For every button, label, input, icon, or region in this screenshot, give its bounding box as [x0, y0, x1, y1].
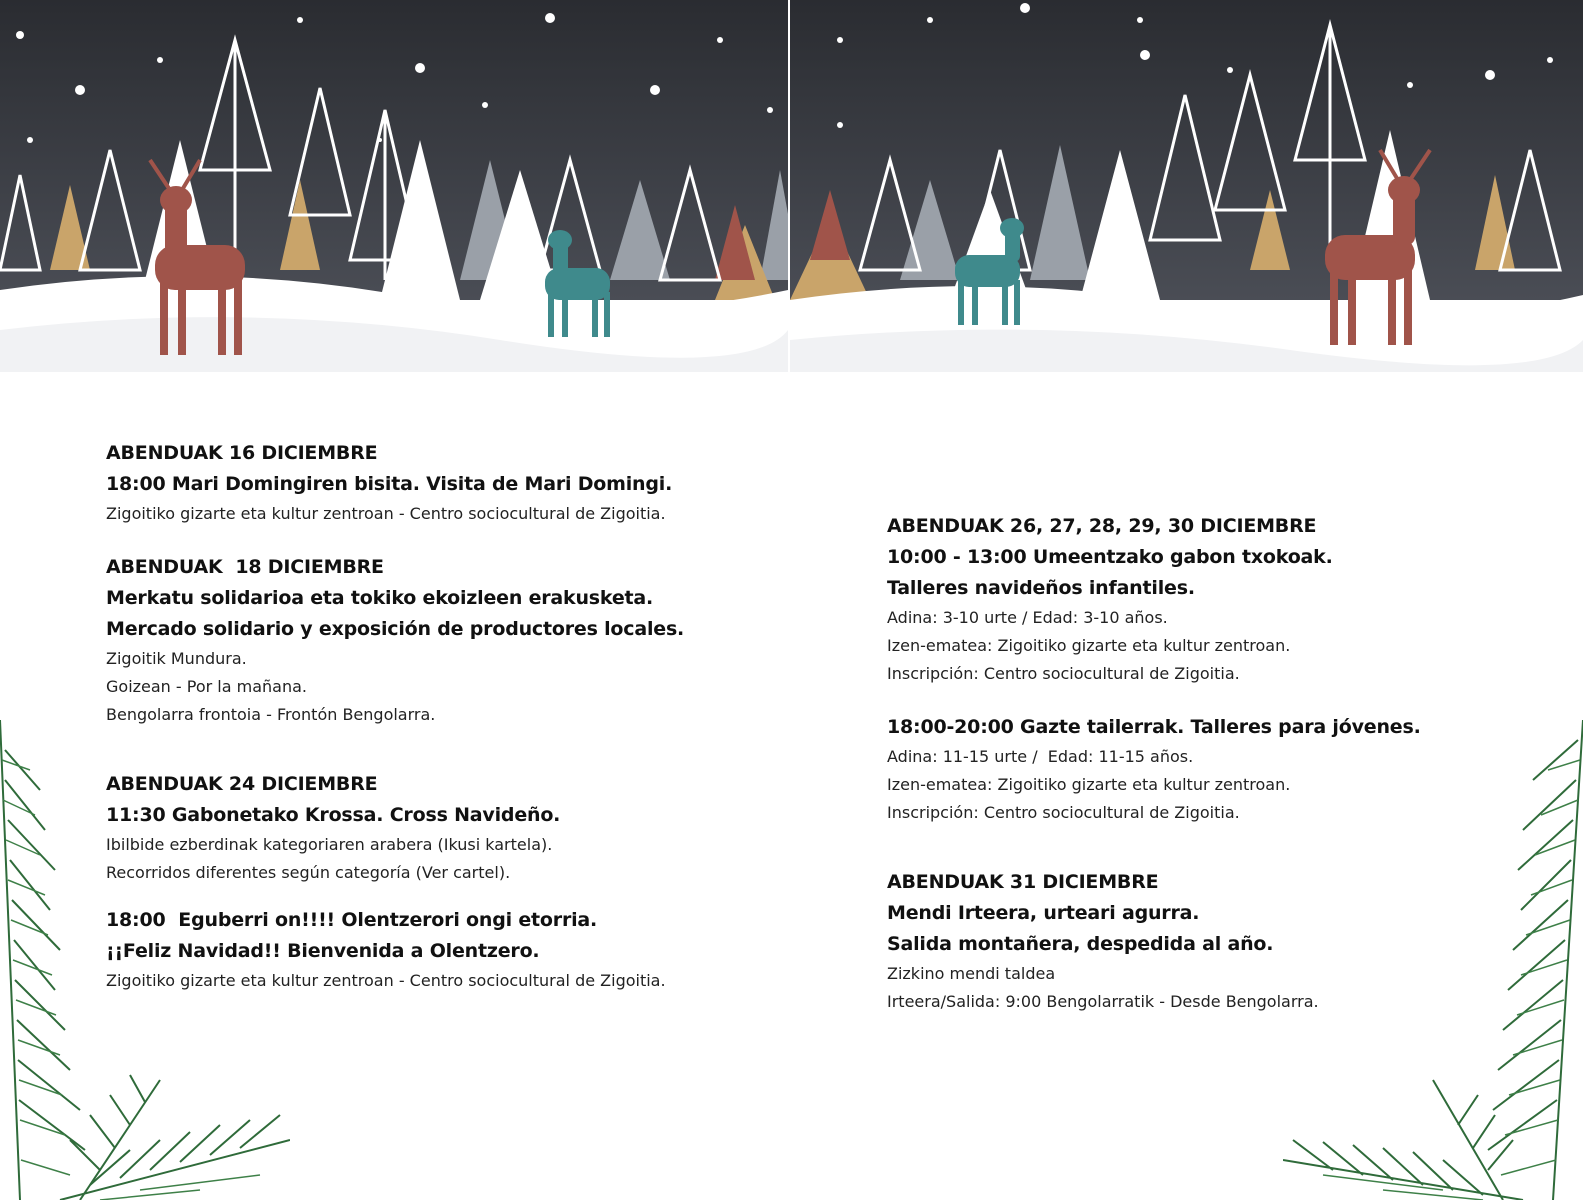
schedule-right-column	[887, 511, 1537, 1016]
event-detail: Adina: 3-10 urte / Edad: 3-10 años.	[887, 608, 1168, 627]
event-detail: Irteera/Salida: 9:00 Bengolarratik - Desde Bengolarra.	[887, 992, 1319, 1011]
event-detail: Inscripción: Centro sociocultural de Zigoitia.	[887, 664, 1240, 683]
winter-forest-banner-right	[790, 0, 1583, 372]
event-title: Salida montañera, despedida al año.	[887, 933, 1274, 955]
event-date: ABENDUAK 24 DICIEMBRE	[106, 773, 378, 795]
event-dec-26-30-kids	[887, 511, 1537, 688]
event-detail: Bengolarra frontoia - Frontón Bengolarra.	[106, 705, 436, 724]
event-title: 18:00 Mari Domingiren bisita. Visita de Mari Domingi.	[106, 473, 673, 495]
event-dec-31	[887, 867, 1537, 1016]
event-detail: Zigoitiko gizarte eta kultur zentroan - Centro sociocultural de Zigoitia.	[106, 971, 666, 990]
event-detail: Izen-ematea: Zigoitiko gizarte eta kultur zentroan.	[887, 775, 1291, 794]
event-title: 11:30 Gabonetako Krossa. Cross Navideño.	[106, 804, 561, 826]
event-dec-24-cross	[106, 769, 746, 887]
event-dec-24-olentzero	[106, 905, 746, 995]
schedule-left-column	[106, 438, 746, 995]
event-detail: Ibilbide ezberdinak kategoriaren arabera (Ikusi kartela).	[106, 835, 553, 854]
event-title: Mendi Irteera, urteari agurra.	[887, 902, 1200, 924]
event-detail: Adina: 11-15 urte / Edad: 11-15 años.	[887, 747, 1194, 766]
event-dec-26-30-youth	[887, 712, 1537, 827]
event-title: 18:00 Eguberri on!!!! Olentzerori ongi etorria.	[106, 909, 598, 931]
event-detail: Inscripción: Centro sociocultural de Zigoitia.	[887, 803, 1240, 822]
event-dec-16	[106, 438, 746, 528]
event-detail: Zigoitiko gizarte eta kultur zentroan - Centro sociocultural de Zigoitia.	[106, 504, 666, 523]
event-detail: Zizkino mendi taldea	[887, 964, 1056, 983]
event-date: ABENDUAK 26, 27, 28, 29, 30 DICIEMBRE	[887, 515, 1317, 537]
winter-forest-banner-left	[0, 0, 788, 372]
event-detail: Recorridos diferentes según categoría (Ver cartel).	[106, 863, 511, 882]
event-title: Merkatu solidarioa eta tokiko ekoizleen erakusketa.	[106, 587, 654, 609]
event-date: ABENDUAK 31 DICIEMBRE	[887, 871, 1159, 893]
event-detail: Goizean - Por la mañana.	[106, 677, 307, 696]
event-detail: Izen-ematea: Zigoitiko gizarte eta kultur zentroan.	[887, 636, 1291, 655]
event-dec-18	[106, 552, 746, 729]
event-title: Mercado solidario y exposición de productores locales.	[106, 618, 685, 640]
event-title: Talleres navideños infantiles.	[887, 577, 1195, 599]
event-title: 10:00 - 13:00 Umeentzako gabon txokoak.	[887, 546, 1333, 568]
event-detail: Zigoitik Mundura.	[106, 649, 247, 668]
event-date: ABENDUAK 18 DICIEMBRE	[106, 556, 384, 578]
event-title: 18:00-20:00 Gazte tailerrak. Talleres para jóvenes.	[887, 716, 1421, 738]
event-date: ABENDUAK 16 DICIEMBRE	[106, 442, 378, 464]
event-title: ¡¡Feliz Navidad!! Bienvenida a Olentzero.	[106, 940, 540, 962]
